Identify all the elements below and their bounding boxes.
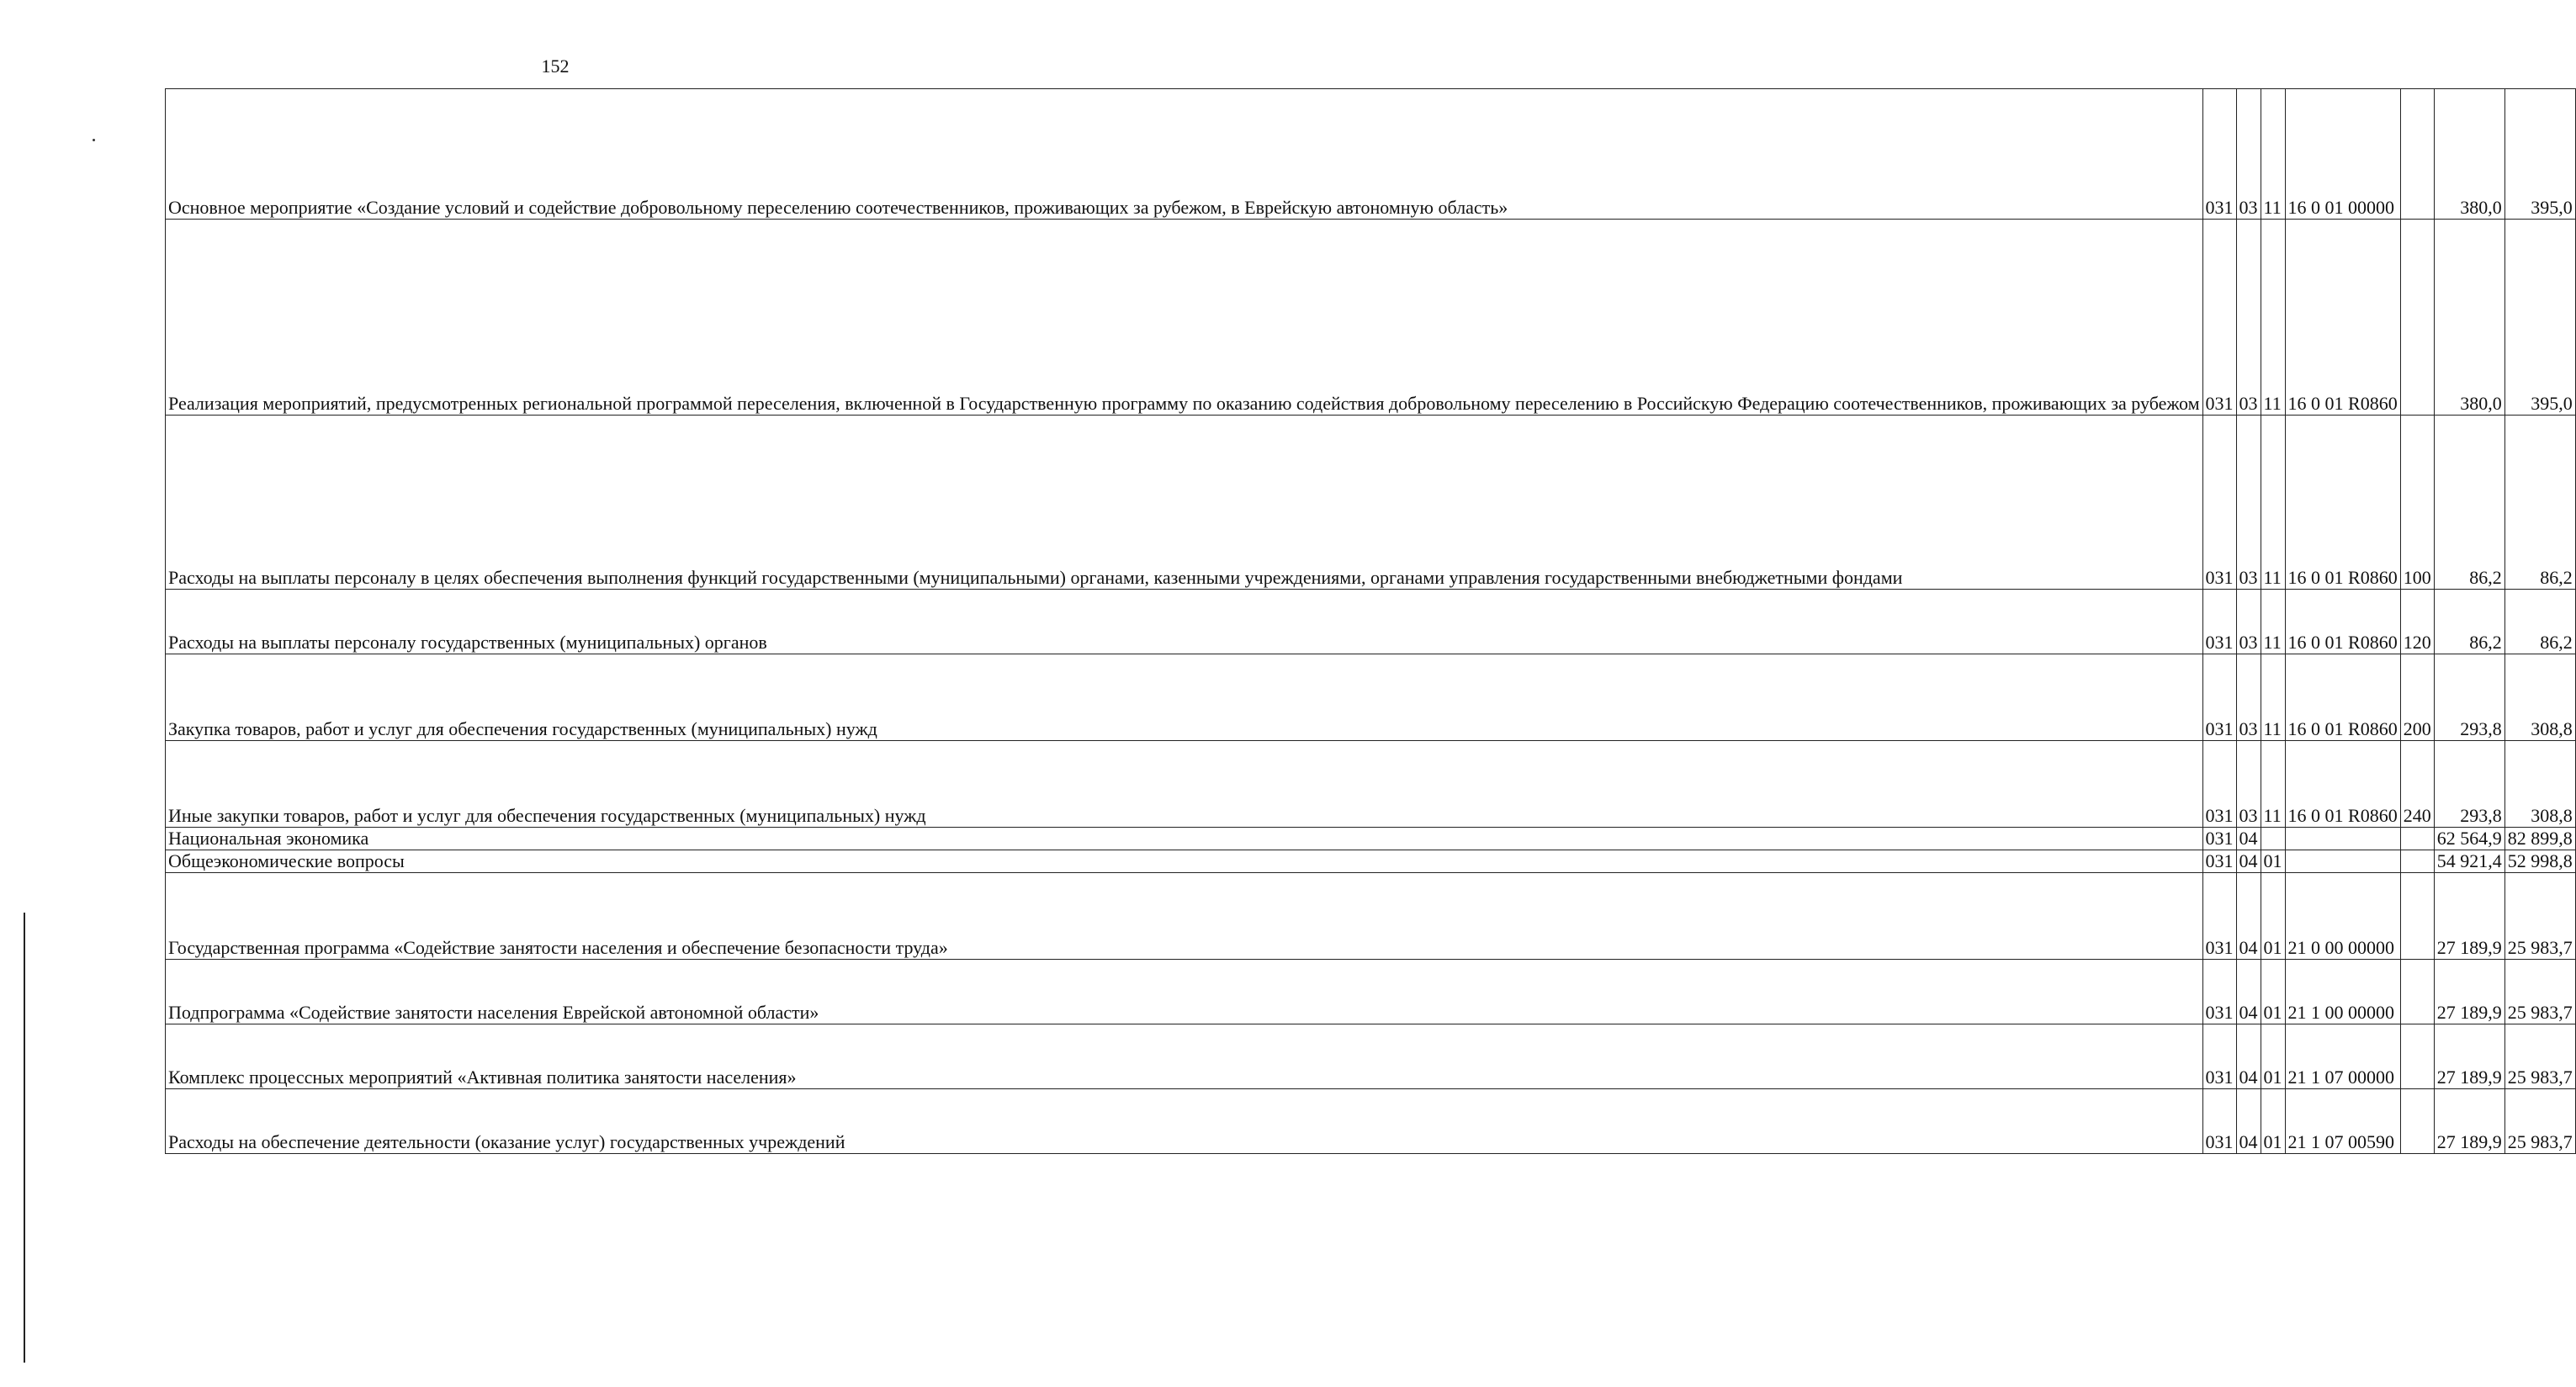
row-expense-type-code — [2400, 1089, 2434, 1154]
row-grbs-code: 031 — [2202, 828, 2236, 850]
row-target-article-code: 16 0 01 R0860 — [2285, 220, 2400, 416]
row-sum-2: 25 983,7 — [2504, 1024, 2575, 1089]
budget-table — [165, 88, 2576, 1154]
row-sum-2: 25 983,7 — [2504, 1089, 2575, 1154]
row-target-article-code: 16 0 01 R0860 — [2285, 741, 2400, 828]
row-target-article-code: 21 1 00 00000 — [2285, 960, 2400, 1024]
row-sum-2: 395,0 — [2504, 220, 2575, 416]
row-expense-type-code — [2400, 1024, 2434, 1089]
row-grbs-code: 031 — [2202, 850, 2236, 873]
row-sum-2: 308,8 — [2504, 741, 2575, 828]
row-sum-2: 86,2 — [2504, 590, 2575, 654]
row-section-code: 04 — [2236, 960, 2261, 1024]
row-target-article-code: 21 1 07 00000 — [2285, 1024, 2400, 1089]
page-number: 152 — [541, 56, 570, 77]
row-expense-type-code — [2400, 828, 2434, 850]
table-row — [166, 220, 2576, 416]
row-name: Реализация мероприятий, предусмотренных региональной программой переселения, включенной в Государственную программу по оказанию содействия добровольному переселению в Российскую Федерацию соотечественников, проживающих за рубежом — [166, 220, 2203, 416]
row-name: Иные закупки товаров, работ и услуг для обеспечения государственных (муниципальных) нужд — [166, 741, 2203, 828]
table-row — [166, 828, 2576, 850]
row-grbs-code: 031 — [2202, 89, 2236, 220]
row-expense-type-code: 100 — [2400, 416, 2434, 590]
table-row — [166, 1024, 2576, 1089]
row-expense-type-code — [2400, 89, 2434, 220]
row-name: Закупка товаров, работ и услуг для обеспечения государственных (муниципальных) нужд — [166, 654, 2203, 741]
row-target-article-code — [2285, 850, 2400, 873]
row-expense-type-code: 200 — [2400, 654, 2434, 741]
row-expense-type-code — [2400, 220, 2434, 416]
row-section-code: 03 — [2236, 741, 2261, 828]
row-section-code: 03 — [2236, 416, 2261, 590]
row-grbs-code: 031 — [2202, 654, 2236, 741]
row-target-article-code: 21 0 00 00000 — [2285, 873, 2400, 960]
row-sum-2: 25 983,7 — [2504, 873, 2575, 960]
row-target-article-code — [2285, 828, 2400, 850]
row-target-article-code: 16 0 01 R0860 — [2285, 590, 2400, 654]
row-grbs-code: 031 — [2202, 220, 2236, 416]
row-sum-1: 27 189,9 — [2434, 1089, 2504, 1154]
row-subsection-code: 11 — [2261, 741, 2285, 828]
row-sum-1: 27 189,9 — [2434, 960, 2504, 1024]
row-subsection-code — [2261, 828, 2285, 850]
row-section-code: 03 — [2236, 654, 2261, 741]
row-target-article-code: 16 0 01 R0860 — [2285, 654, 2400, 741]
row-expense-type-code — [2400, 960, 2434, 1024]
row-target-article-code: 16 0 01 00000 — [2285, 89, 2400, 220]
row-name: Расходы на выплаты персоналу в целях обеспечения выполнения функций государственными (муниципальными) органами, казенными учреждениями, органами управления государственными внебюджетными фондами — [166, 416, 2203, 590]
budget-table-body — [166, 89, 2576, 1154]
row-sum-1: 27 189,9 — [2434, 873, 2504, 960]
row-subsection-code: 11 — [2261, 416, 2285, 590]
row-sum-2: 52 998,8 — [2504, 850, 2575, 873]
row-sum-1: 293,8 — [2434, 654, 2504, 741]
row-sum-1: 54 921,4 — [2434, 850, 2504, 873]
row-expense-type-code: 240 — [2400, 741, 2434, 828]
row-sum-1: 380,0 — [2434, 89, 2504, 220]
row-sum-1: 62 564,9 — [2434, 828, 2504, 850]
row-name: Основное мероприятие «Создание условий и содействие добровольному переселению соотечественников, проживающих за рубежом, в Еврейскую автономную область» — [166, 89, 2203, 220]
row-name: Расходы на обеспечение деятельности (оказание услуг) государственных учреждений — [166, 1089, 2203, 1154]
row-grbs-code: 031 — [2202, 1024, 2236, 1089]
row-sum-2: 308,8 — [2504, 654, 2575, 741]
table-row — [166, 654, 2576, 741]
row-name: Подпрограмма «Содействие занятости населения Еврейской автономной области» — [166, 960, 2203, 1024]
row-grbs-code: 031 — [2202, 590, 2236, 654]
row-section-code: 04 — [2236, 1024, 2261, 1089]
row-target-article-code: 16 0 01 R0860 — [2285, 416, 2400, 590]
row-sum-2: 25 983,7 — [2504, 960, 2575, 1024]
row-section-code: 03 — [2236, 590, 2261, 654]
table-row — [166, 850, 2576, 873]
row-grbs-code: 031 — [2202, 741, 2236, 828]
row-expense-type-code: 120 — [2400, 590, 2434, 654]
scan-dot-mark — [93, 139, 95, 141]
row-grbs-code: 031 — [2202, 1089, 2236, 1154]
row-subsection-code: 01 — [2261, 960, 2285, 1024]
row-sum-1: 293,8 — [2434, 741, 2504, 828]
row-subsection-code: 11 — [2261, 654, 2285, 741]
row-sum-1: 86,2 — [2434, 416, 2504, 590]
table-row — [166, 873, 2576, 960]
row-sum-1: 27 189,9 — [2434, 1024, 2504, 1089]
scan-margin-line — [24, 913, 25, 1363]
row-subsection-code: 11 — [2261, 220, 2285, 416]
row-section-code: 04 — [2236, 850, 2261, 873]
row-subsection-code: 01 — [2261, 1024, 2285, 1089]
table-row — [166, 89, 2576, 220]
table-row — [166, 960, 2576, 1024]
row-target-article-code: 21 1 07 00590 — [2285, 1089, 2400, 1154]
row-section-code: 03 — [2236, 89, 2261, 220]
row-sum-1: 86,2 — [2434, 590, 2504, 654]
row-section-code: 03 — [2236, 220, 2261, 416]
row-subsection-code: 11 — [2261, 590, 2285, 654]
row-expense-type-code — [2400, 873, 2434, 960]
row-grbs-code: 031 — [2202, 960, 2236, 1024]
row-section-code: 04 — [2236, 1089, 2261, 1154]
row-name: Общеэкономические вопросы — [166, 850, 2203, 873]
row-name: Расходы на выплаты персоналу государственных (муниципальных) органов — [166, 590, 2203, 654]
row-name: Комплекс процессных мероприятий «Активная политика занятости населения» — [166, 1024, 2203, 1089]
table-row — [166, 1089, 2576, 1154]
row-subsection-code: 01 — [2261, 850, 2285, 873]
row-name: Национальная экономика — [166, 828, 2203, 850]
table-row — [166, 741, 2576, 828]
row-section-code: 04 — [2236, 873, 2261, 960]
row-sum-2: 82 899,8 — [2504, 828, 2575, 850]
row-sum-2: 86,2 — [2504, 416, 2575, 590]
table-row — [166, 416, 2576, 590]
row-sum-2: 395,0 — [2504, 89, 2575, 220]
row-subsection-code: 01 — [2261, 1089, 2285, 1154]
row-sum-1: 380,0 — [2434, 220, 2504, 416]
row-expense-type-code — [2400, 850, 2434, 873]
row-grbs-code: 031 — [2202, 873, 2236, 960]
row-name: Государственная программа «Содействие занятости населения и обеспечение безопасности труда» — [166, 873, 2203, 960]
table-row — [166, 590, 2576, 654]
row-section-code: 04 — [2236, 828, 2261, 850]
row-subsection-code: 11 — [2261, 89, 2285, 220]
row-subsection-code: 01 — [2261, 873, 2285, 960]
row-grbs-code: 031 — [2202, 416, 2236, 590]
